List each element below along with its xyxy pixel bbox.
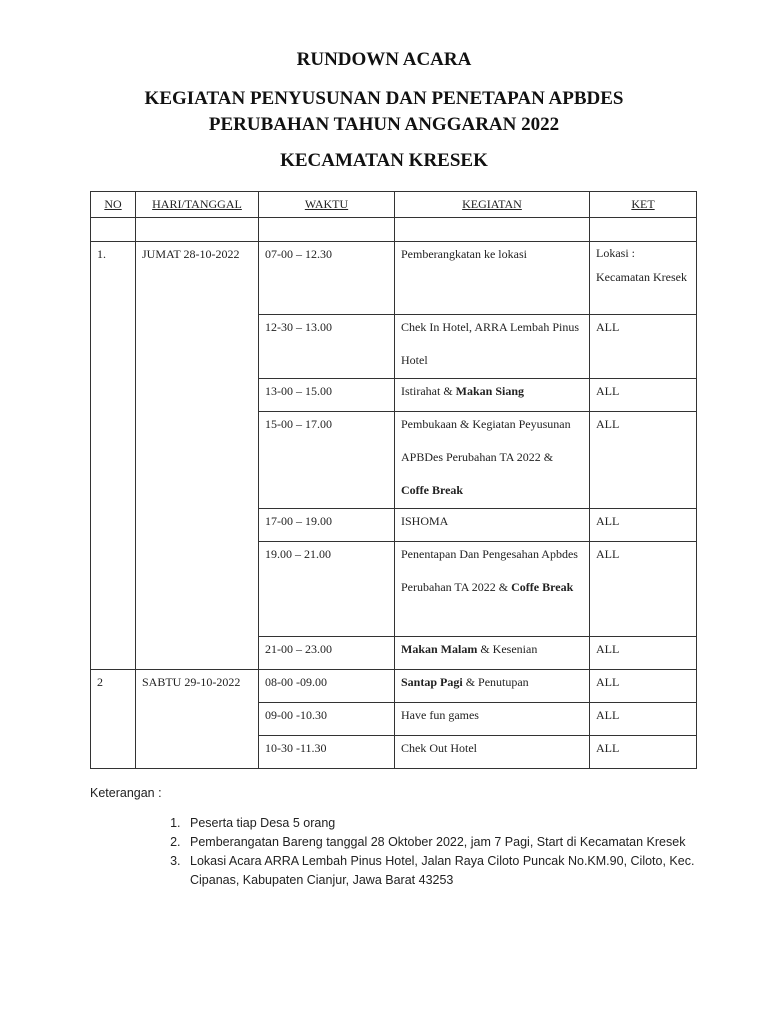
row-activity-text: Chek In Hotel, ARRA Lembah Pinus Hotel (401, 320, 579, 367)
row-time: 19.00 – 21.00 (259, 542, 395, 637)
document-subtitle-district: KECAMATAN KRESEK (280, 150, 488, 171)
row-activity (395, 542, 590, 637)
day2-no: 2 (91, 670, 136, 769)
row-activity: Pemberangkatan ke lokasi (395, 242, 590, 315)
row-activity-text: Istirahat & (401, 384, 456, 398)
row-time: 09-00 -10.30 (259, 703, 395, 736)
row-ket: ALL (590, 736, 697, 769)
row-time: 17-00 – 19.00 (259, 509, 395, 542)
table-header-row (91, 192, 697, 218)
list-item: 2. Pemberangatan Bareng tanggal 28 Oktober 2022, jam 7 Pagi, Start di Kecamatan Kresek (184, 833, 730, 852)
header-time: WAKTU (259, 192, 395, 218)
row-time: 21-00 – 23.00 (259, 637, 395, 670)
row-ket (590, 242, 697, 315)
row-activity: Have fun games (395, 703, 590, 736)
notes-section (90, 786, 730, 890)
header-ket: KET (590, 192, 697, 218)
row-activity-text: Pembukaan & Kegiatan Peyusunan APBDes Perubahan TA 2022 & (401, 417, 571, 464)
document-subtitle-line1: KEGIATAN PENYUSUNAN DAN PENETAPAN APBDES (144, 88, 624, 109)
day1-no: 1. (91, 242, 136, 670)
row-activity (395, 637, 590, 670)
row-activity-bold: Santap Pagi (401, 675, 463, 689)
row-activity-bold: Makan Siang (455, 384, 525, 398)
row-ket: ALL (590, 670, 697, 703)
row-time: 12-30 – 13.00 (259, 315, 395, 379)
row-activity-text: & Kesenian (477, 642, 538, 656)
rundown-table (90, 191, 697, 769)
row-time: 15-00 – 17.00 (259, 412, 395, 509)
row-ket: ALL (590, 379, 697, 412)
row-time: 13-00 – 15.00 (259, 379, 395, 412)
header-activity: KEGIATAN (395, 192, 590, 218)
table-spacer-row (91, 218, 697, 242)
document-subtitle-line2: PERUBAHAN TAHUN ANGGARAN 2022 (208, 114, 560, 135)
row-activity: ISHOMA (395, 509, 590, 542)
document-title: RUNDOWN ACARA (296, 49, 472, 70)
row-activity-bold: Makan Malam (401, 642, 478, 656)
row-ket-text: Lokasi : Kecamatan Kresek (596, 246, 687, 284)
notes-heading: Keterangan : (90, 786, 162, 800)
row-activity-text: & Penutupan (462, 675, 529, 689)
row-activity (395, 412, 590, 509)
row-activity-text: Penentapan Dan Pengesahan Apbdes Perubahan TA 2022 & (401, 547, 578, 594)
list-item: 3. Lokasi Acara ARRA Lembah Pinus Hotel, Jalan Raya Ciloto Puncak No.KM.90, Ciloto, Kec. Cipanas, Kabupaten Cianjur, Jawa Barat 43253 (184, 852, 730, 890)
table-row (91, 242, 697, 315)
row-time: 08-00 -09.00 (259, 670, 395, 703)
row-activity: Chek Out Hotel (395, 736, 590, 769)
row-ket: ALL (590, 509, 697, 542)
row-activity-bold: Coffe Break (511, 580, 574, 594)
row-activity (395, 315, 590, 379)
row-time: 10-30 -11.30 (259, 736, 395, 769)
row-ket: ALL (590, 637, 697, 670)
table-row (91, 670, 697, 703)
header-no: NO (91, 192, 136, 218)
day2-date: SABTU 29-10-2022 (136, 670, 259, 769)
row-activity (395, 670, 590, 703)
header-date: HARI/TANGGAL (136, 192, 259, 218)
notes-list (90, 814, 730, 890)
row-ket: ALL (590, 542, 697, 637)
list-item: 1. Peserta tiap Desa 5 orang (184, 814, 730, 833)
row-time: 07-00 – 12.30 (259, 242, 395, 315)
day1-date: JUMAT 28-10-2022 (136, 242, 259, 670)
row-ket: ALL (590, 315, 697, 379)
row-ket: ALL (590, 703, 697, 736)
row-activity-bold: Coffe Break (401, 483, 464, 497)
row-activity (395, 379, 590, 412)
row-ket: ALL (590, 412, 697, 509)
